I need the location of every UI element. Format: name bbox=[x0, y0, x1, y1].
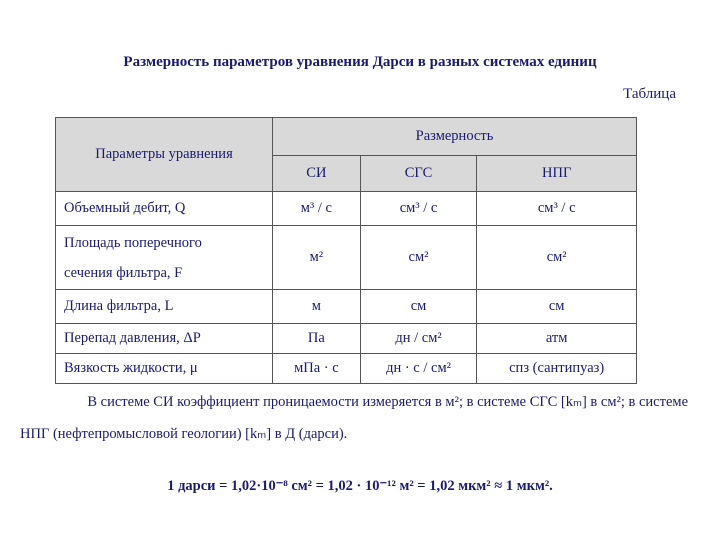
table-row bbox=[56, 324, 637, 354]
param-pressure-drop: Перепад давления, ΔP bbox=[56, 324, 273, 354]
param-viscosity: Вязкость жидкости, μ bbox=[56, 354, 273, 384]
value-si: м bbox=[273, 290, 361, 324]
value-npg: см³ / с bbox=[477, 192, 637, 226]
table-caption: Таблица bbox=[623, 86, 676, 102]
table-row bbox=[56, 354, 637, 384]
param-area-line2: сечения фильтра, F bbox=[64, 264, 183, 281]
darcy-formula: 1 дарси = 1,02·10⁻⁸ см² = 1,02 · 10⁻¹² м² = 1,02 мкм² ≈ 1 мкм². bbox=[167, 478, 553, 494]
value-npg: см bbox=[477, 290, 637, 324]
value-sgs: см³ / с bbox=[360, 192, 477, 226]
value-si: Па bbox=[273, 324, 361, 354]
param-flow-rate: Объемный дебит, Q bbox=[56, 192, 273, 226]
value-si: мПа · с bbox=[273, 354, 361, 384]
param-length: Длина фильтра, L bbox=[56, 290, 273, 324]
table-row bbox=[56, 290, 637, 324]
document-title: Размерность параметров уравнения Дарси в разных системах единиц bbox=[123, 54, 597, 70]
table-row bbox=[56, 192, 637, 226]
note-line-1: В системе СИ коэффициент проницаемости измеряется в м²; в системе СГС [kₘ] в см²; в системе bbox=[87, 394, 688, 410]
header-npg: НПГ bbox=[477, 156, 637, 192]
param-area-line1: Площадь поперечного bbox=[64, 234, 202, 251]
value-si: м² bbox=[273, 226, 361, 290]
value-sgs: дн · с / см² bbox=[360, 354, 477, 384]
value-npg: спз (сантипуаз) bbox=[477, 354, 637, 384]
note-line-2: НПГ (нефтепромысловой геологии) [kₘ] в Д (дарси). bbox=[20, 426, 348, 442]
header-dimension: Размерность bbox=[273, 118, 637, 156]
value-sgs: см² bbox=[360, 226, 477, 290]
header-sgs: СГС bbox=[360, 156, 477, 192]
header-si: СИ bbox=[273, 156, 361, 192]
value-sgs: см bbox=[360, 290, 477, 324]
value-si: м³ / с bbox=[273, 192, 361, 226]
value-npg: атм bbox=[477, 324, 637, 354]
table-row bbox=[56, 226, 637, 290]
value-npg: см² bbox=[477, 226, 637, 290]
value-sgs: дн / см² bbox=[360, 324, 477, 354]
units-table bbox=[55, 117, 637, 384]
param-area bbox=[56, 226, 273, 290]
header-parameters: Параметры уравнения bbox=[56, 118, 273, 192]
